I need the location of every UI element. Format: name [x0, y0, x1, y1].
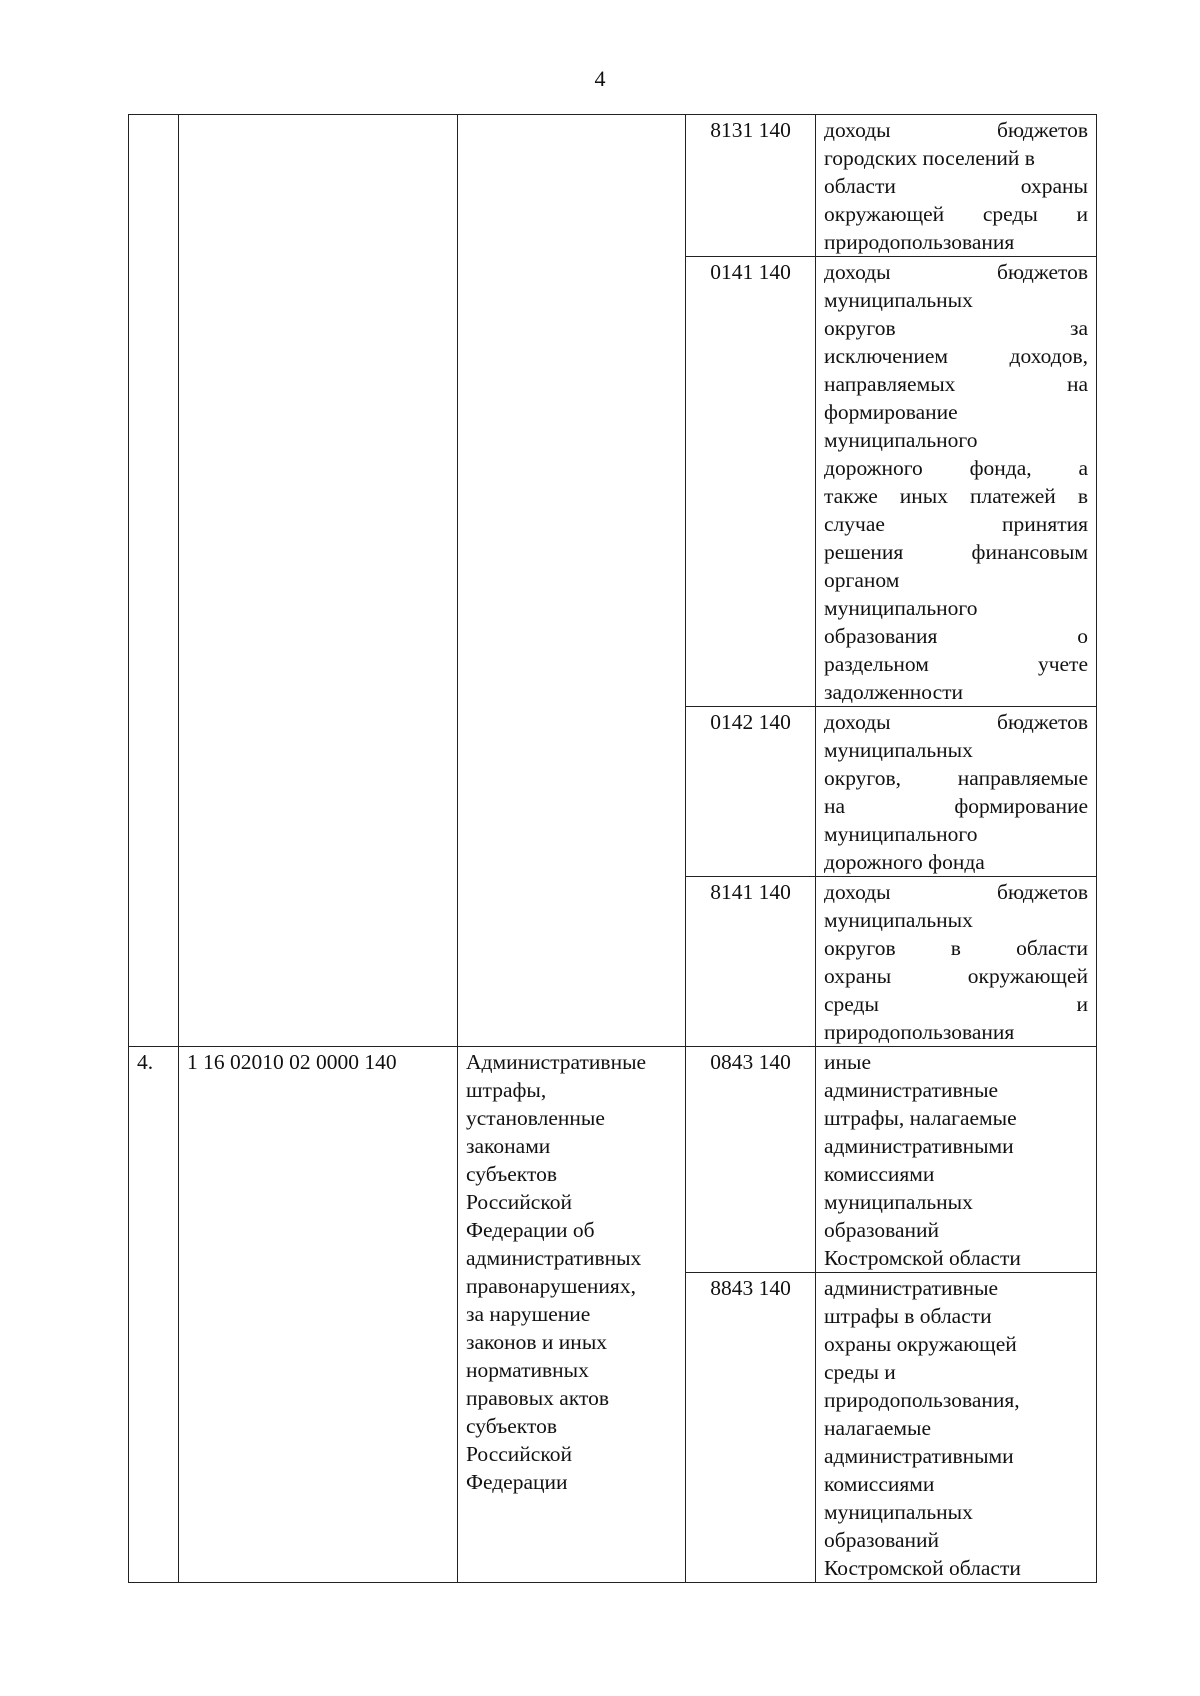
description-line: иные	[824, 1050, 871, 1074]
description-line: муниципального	[824, 596, 978, 620]
description-cell	[816, 115, 1097, 257]
name-line: штрафы,	[466, 1078, 547, 1102]
description-line: административными	[824, 1134, 1014, 1158]
subcode-cell: 0843 140	[686, 1047, 816, 1273]
description-line: дорожного фонда	[824, 850, 985, 874]
description-line: административные	[824, 1078, 999, 1102]
description-line: муниципальных	[824, 1500, 973, 1524]
subcode-cell: 8131 140	[686, 115, 816, 257]
description-line: охраны окружающей	[824, 1332, 1017, 1356]
description-line: округов за	[824, 316, 1088, 340]
description-line: случае принятия	[824, 512, 1088, 536]
description-line: Костромской области	[824, 1556, 1021, 1580]
table-row	[129, 115, 1097, 257]
name-line: законов и иных	[466, 1330, 608, 1354]
revenue-name-cell	[458, 1047, 686, 1583]
name-line: административных	[466, 1246, 642, 1270]
subcode-cell: 8141 140	[686, 877, 816, 1047]
description-line: налагаемые	[824, 1416, 932, 1440]
name-line: правонарушениях,	[466, 1274, 636, 1298]
description-line: природопользования	[824, 1020, 1015, 1044]
description-line: охраны окружающей	[824, 964, 1088, 988]
description-line: образований	[824, 1528, 940, 1552]
description-line: муниципального	[824, 428, 978, 452]
description-line: доходы бюджетов	[824, 880, 1088, 904]
description-cell	[816, 1273, 1097, 1583]
description-line: органом	[824, 568, 900, 592]
description-line: штрафы в области	[824, 1304, 992, 1328]
description-line: муниципальных	[824, 1190, 973, 1214]
description-line: решения финансовым	[824, 540, 1088, 564]
description-line: муниципальных	[824, 908, 973, 932]
name-line: Российской	[466, 1442, 572, 1466]
subcode-cell: 0141 140	[686, 257, 816, 707]
name-line: Административные	[466, 1050, 647, 1074]
name-line: за нарушение	[466, 1302, 591, 1326]
description-line: исключением доходов,	[824, 344, 1088, 368]
number-cell-empty	[129, 115, 179, 1047]
kbk-code-cell: 1 16 02010 02 0000 140	[179, 1047, 458, 1583]
name-line: правовых актов	[466, 1386, 609, 1410]
description-line: раздельном учете	[824, 652, 1088, 676]
description-cell	[816, 257, 1097, 707]
description-line: муниципальных	[824, 288, 973, 312]
description-line: области охраны	[824, 174, 1088, 198]
page-number: 4	[594, 66, 606, 91]
description-line: доходы бюджетов	[824, 260, 1088, 284]
description-line: доходы бюджетов	[824, 710, 1088, 734]
description-line: природопользования	[824, 230, 1015, 254]
description-line: окружающей среды и	[824, 202, 1088, 226]
description-line: на формирование	[824, 794, 1088, 818]
description-line: штрафы, налагаемые	[824, 1106, 1017, 1130]
description-line: муниципального	[824, 822, 978, 846]
description-cell	[816, 707, 1097, 877]
name-line: Федерации	[466, 1470, 568, 1494]
description-cell	[816, 1047, 1097, 1273]
name-line: Российской	[466, 1190, 572, 1214]
table-row	[129, 1047, 1097, 1273]
description-line: городских поселений в	[824, 146, 1035, 170]
description-line: комиссиями	[824, 1472, 935, 1496]
description-line: формирование	[824, 400, 958, 424]
description-line: природопользования,	[824, 1388, 1020, 1412]
name-line: субъектов	[466, 1414, 557, 1438]
description-line: округов в области	[824, 936, 1088, 960]
description-line: образований	[824, 1218, 940, 1242]
description-line: дорожного фонда, а	[824, 456, 1088, 480]
subcode-cell: 8843 140	[686, 1273, 816, 1583]
description-line: среды и	[824, 992, 1088, 1016]
description-line: комиссиями	[824, 1162, 935, 1186]
description-line: также иных платежей в	[824, 484, 1088, 508]
description-line: округов, направляемые	[824, 766, 1088, 790]
name-line: субъектов	[466, 1162, 557, 1186]
description-line: административные	[824, 1276, 999, 1300]
name-line: нормативных	[466, 1358, 589, 1382]
name-line: Федерации об	[466, 1218, 595, 1242]
revenue-codes-table	[128, 114, 1097, 1583]
description-line: задолженности	[824, 680, 964, 704]
subcode-cell: 0142 140	[686, 707, 816, 877]
description-line: среды и	[824, 1360, 896, 1384]
row-number-cell: 4.	[129, 1047, 179, 1583]
description-line: образования о	[824, 624, 1088, 648]
code-cell-empty	[179, 115, 458, 1047]
description-line: Костромской области	[824, 1246, 1021, 1270]
description-cell	[816, 877, 1097, 1047]
description-line: административными	[824, 1444, 1014, 1468]
name-cell-empty	[458, 115, 686, 1047]
description-line: направляемых на	[824, 372, 1088, 396]
description-line: доходы бюджетов	[824, 118, 1088, 142]
name-line: установленные	[466, 1106, 605, 1130]
description-line: муниципальных	[824, 738, 973, 762]
name-line: законами	[466, 1134, 551, 1158]
